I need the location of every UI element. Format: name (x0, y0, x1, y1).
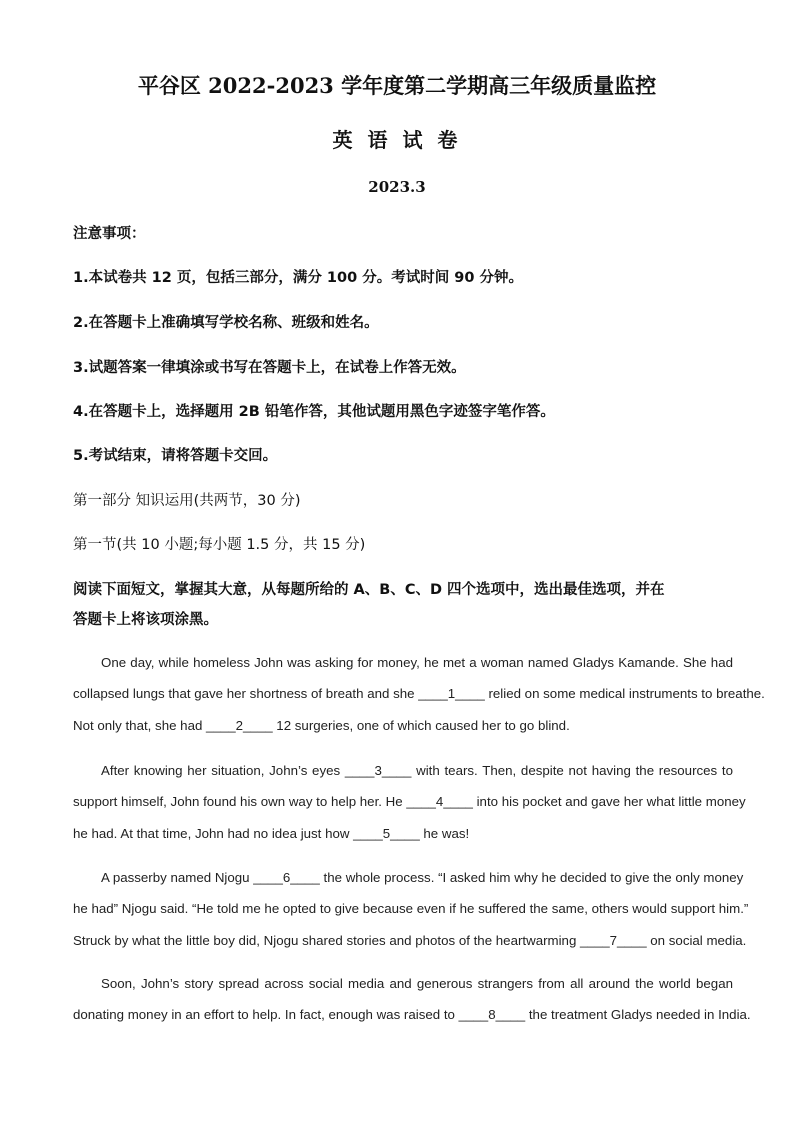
passage-line: After knowing her situation, John’s eyes ____3____ with tears. Then, despite not having the resources to (101, 763, 733, 778)
note-item-3: 3.试题答案一律填涂或书写在答题卡上，在试卷上作答无效。 (73, 360, 466, 376)
note-item-2: 2.在答题卡上准确填写学校名称、班级和姓名。 (73, 315, 379, 331)
passage-line: he had” Njogu said. “He told me he opted to give because even if he suffered the same, others would support him.” (73, 901, 749, 917)
passage-line: One day, while homeless John was asking for money, he met a woman named Gladys Kamande. She had (101, 655, 733, 670)
note-item-4: 4.在答题卡上，选择题用 2B 铅笔作答，其他试题用黑色字迹签字笔作答。 (73, 404, 555, 420)
passage-line: Not only that, she had ____2____ 12 surgeries, one of which caused her to go blind. (73, 717, 570, 733)
passage-line: collapsed lungs that gave her shortness of breath and she ____1____ relied on some medical instruments to breathe. (73, 686, 765, 702)
part-title: 第一部分 知识运用(共两节，30 分) (73, 493, 301, 509)
instruction-line-1: 阅读下面短文，掌握其大意，从每题所给的 A、B、C、D 四个选项中，选出最佳选项，并在 (73, 582, 665, 598)
note-item-5: 5.考试结束，请将答题卡交回。 (73, 448, 278, 464)
passage-paragraph-4 (73, 968, 751, 1031)
passage-line: Struck by what the little boy did, Njogu shared stories and photos of the heartwarming ____7____ on social media. (73, 932, 747, 948)
passage-line: A passerby named Njogu ____6____ the whole process. “I asked him why he decided to give the only money (101, 870, 744, 885)
passage-line: donating money in an effort to help. In fact, enough was raised to ____8____ the treatment Gladys needed in India. (73, 1007, 751, 1023)
passage-paragraph-3 (73, 862, 749, 956)
exam-subject: 英 语 试 卷 (332, 128, 462, 152)
exam-title: 平谷区 2022-2023 学年度第二学期高三年级质量监控 (137, 73, 657, 98)
notes-heading: 注意事项： (73, 226, 146, 242)
passage-line: Soon, John’s story spread across social media and generous strangers from all around the world began (101, 976, 733, 991)
passage-line: he had. At that time, John had no idea just how ____5____ he was! (73, 825, 470, 841)
passage-line: support himself, John found his own way to help her. He ____4____ into his pocket and gave her what little money (73, 794, 746, 810)
exam-date: 2023.3 (368, 178, 426, 196)
passage-paragraph-1 (73, 647, 765, 741)
passage-paragraph-2 (73, 755, 746, 849)
note-item-1: 1.本试卷共 12 页，包括三部分，满分 100 分。考试时间 90 分钟。 (73, 270, 524, 286)
section-title: 第一节(共 10 小题;每小题 1.5 分，共 15 分) (73, 537, 366, 553)
instruction-line-2: 答题卡上将该项涂黑。 (73, 612, 218, 628)
